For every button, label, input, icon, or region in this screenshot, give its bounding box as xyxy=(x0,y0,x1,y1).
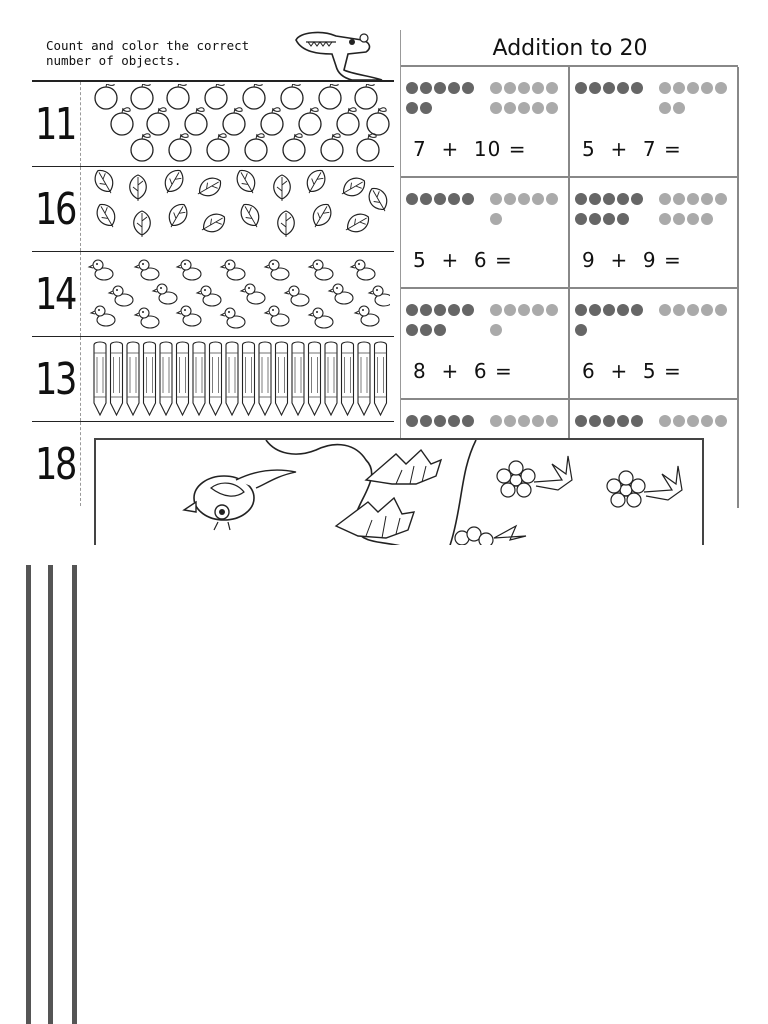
addition-problem xyxy=(570,178,739,289)
apple-icon[interactable] xyxy=(355,84,377,109)
first-addend-dot xyxy=(406,102,418,114)
duck-icon[interactable] xyxy=(309,308,333,328)
first-addend-dot xyxy=(462,193,474,205)
apple-icon[interactable] xyxy=(185,108,207,135)
second-addend-dot xyxy=(673,304,685,316)
crayon-icon[interactable] xyxy=(325,342,337,415)
count-row-16 xyxy=(32,167,394,252)
first-addend-dot xyxy=(434,82,446,94)
duck-icon[interactable] xyxy=(265,260,289,280)
second-addend-dot xyxy=(490,415,502,427)
first-addend-dot xyxy=(448,82,460,94)
second-addend-dot xyxy=(504,102,516,114)
apple-icon[interactable] xyxy=(95,84,117,109)
count-number: 13 xyxy=(35,353,75,405)
first-addend-dot xyxy=(575,304,587,316)
flower-icon[interactable] xyxy=(455,526,526,545)
second-addend-dot xyxy=(490,324,502,336)
ten-frame-dots xyxy=(575,303,735,343)
first-addend-dot xyxy=(617,193,629,205)
leaf-icon[interactable] xyxy=(338,174,369,201)
second-addend-dot xyxy=(518,102,530,114)
second-addend-dot xyxy=(518,193,530,205)
crayon-icon[interactable] xyxy=(144,342,156,415)
second-addend-dot xyxy=(701,213,713,225)
crayon-icon[interactable] xyxy=(177,342,189,415)
second-addend-dot xyxy=(490,213,502,225)
second-addend-dot xyxy=(659,193,671,205)
second-addend-dot xyxy=(701,193,713,205)
first-addend-dot xyxy=(448,193,460,205)
count-number: 14 xyxy=(35,268,75,320)
second-addend-dot xyxy=(673,102,685,114)
leaf-icon[interactable] xyxy=(93,200,120,231)
leaf-icon[interactable] xyxy=(342,210,373,237)
second-addend-dot xyxy=(504,193,516,205)
count-row-13 xyxy=(32,337,394,422)
second-addend-dot xyxy=(518,415,530,427)
vertical-guide-line xyxy=(48,565,53,1024)
addition-problem xyxy=(401,178,570,289)
coloring-page xyxy=(94,438,704,545)
first-addend-dot xyxy=(406,82,418,94)
first-addend-dot xyxy=(589,415,601,427)
flower-icon[interactable] xyxy=(497,456,572,497)
first-addend-dot xyxy=(617,415,629,427)
ten-frame-dots xyxy=(406,81,566,121)
crayon-icon[interactable] xyxy=(259,342,271,415)
second-addend-dot xyxy=(701,82,713,94)
first-addend-dot xyxy=(631,304,643,316)
duck-icon[interactable] xyxy=(91,306,115,326)
ten-frame-dots xyxy=(406,192,566,232)
apple-icon[interactable] xyxy=(243,84,265,109)
first-addend-dot xyxy=(631,193,643,205)
first-addend-dot xyxy=(603,82,615,94)
alligator-mascot-icon xyxy=(292,30,392,82)
first-addend-dot xyxy=(589,304,601,316)
apple-icon[interactable] xyxy=(321,134,343,161)
duck-icon[interactable] xyxy=(197,286,221,306)
flower-icon[interactable] xyxy=(607,466,682,507)
addition-equation[interactable]: 5 + 6 = xyxy=(413,248,513,272)
duck-icon[interactable] xyxy=(135,260,159,280)
second-addend-dot xyxy=(687,193,699,205)
leaf-icon[interactable] xyxy=(274,175,291,201)
row-divider xyxy=(80,252,81,336)
first-addend-dot xyxy=(462,415,474,427)
second-addend-dot xyxy=(504,304,516,316)
second-addend-dot xyxy=(701,415,713,427)
duck-icon[interactable] xyxy=(309,260,333,280)
apple-icon[interactable] xyxy=(283,134,305,161)
apple-icon[interactable] xyxy=(245,134,267,161)
duck-icon[interactable] xyxy=(221,260,245,280)
vertical-guide-line xyxy=(26,565,31,1024)
first-addend-dot xyxy=(434,324,446,336)
second-addend-dot xyxy=(532,102,544,114)
addition-equation[interactable]: 6 + 5 = xyxy=(582,359,682,383)
crayon-icon[interactable] xyxy=(210,342,222,415)
second-addend-dot xyxy=(673,415,685,427)
apple-icon[interactable] xyxy=(367,108,389,135)
count-row-11 xyxy=(32,82,394,167)
first-addend-dot xyxy=(420,415,432,427)
first-addend-dot xyxy=(420,82,432,94)
second-addend-dot xyxy=(659,415,671,427)
apples-group-icon[interactable] xyxy=(86,84,390,164)
second-addend-dot xyxy=(673,213,685,225)
addition-equation[interactable]: 8 + 6 = xyxy=(413,359,513,383)
second-addend-dot xyxy=(504,415,516,427)
second-addend-dot xyxy=(532,82,544,94)
first-addend-dot xyxy=(462,304,474,316)
second-addend-dot xyxy=(687,213,699,225)
apple-icon[interactable] xyxy=(281,84,303,109)
first-addend-dot xyxy=(631,415,643,427)
second-addend-dot xyxy=(659,82,671,94)
apple-icon[interactable] xyxy=(169,134,191,161)
addition-problem xyxy=(570,289,739,400)
apple-icon[interactable] xyxy=(319,84,341,109)
duck-icon[interactable] xyxy=(177,306,201,326)
addition-equation[interactable]: 9 + 9 = xyxy=(582,248,682,272)
first-addend-dot xyxy=(603,213,615,225)
leaf-icon[interactable] xyxy=(194,174,225,201)
row-divider xyxy=(80,337,81,421)
second-addend-dot xyxy=(532,193,544,205)
second-addend-dot xyxy=(546,102,558,114)
second-addend-dot xyxy=(504,82,516,94)
crayon-icon[interactable] xyxy=(276,342,288,415)
leaf-icon[interactable] xyxy=(160,169,187,197)
first-addend-dot xyxy=(420,304,432,316)
crayon-icon[interactable] xyxy=(160,342,172,415)
addition-problem xyxy=(401,67,570,178)
duck-icon[interactable] xyxy=(369,286,390,306)
leaf-icon[interactable] xyxy=(164,200,191,231)
second-addend-dot xyxy=(715,193,727,205)
crayon-icon[interactable] xyxy=(226,342,238,415)
leaf-icon[interactable] xyxy=(134,211,151,237)
crayon-icon[interactable] xyxy=(94,342,106,415)
second-addend-dot xyxy=(490,304,502,316)
second-addend-dot xyxy=(659,304,671,316)
count-row-14 xyxy=(32,252,394,337)
leaf-icon[interactable] xyxy=(198,210,229,237)
row-divider xyxy=(80,167,81,251)
leaf-icon[interactable] xyxy=(91,169,118,197)
duck-icon[interactable] xyxy=(109,286,133,306)
second-addend-dot xyxy=(532,304,544,316)
apple-icon[interactable] xyxy=(299,108,321,135)
ten-frame-dots xyxy=(575,192,735,232)
vertical-guide-line xyxy=(72,565,77,1024)
duck-icon[interactable] xyxy=(265,306,289,326)
apple-icon[interactable] xyxy=(337,108,359,135)
second-addend-dot xyxy=(546,415,558,427)
apple-icon[interactable] xyxy=(223,108,245,135)
apple-icon[interactable] xyxy=(357,134,379,161)
first-addend-dot xyxy=(448,415,460,427)
first-addend-dot xyxy=(448,304,460,316)
second-addend-dot xyxy=(715,304,727,316)
crayon-icon[interactable] xyxy=(127,342,139,415)
apple-icon[interactable] xyxy=(111,108,133,135)
first-addend-dot xyxy=(575,213,587,225)
addition-equation[interactable]: 7 + 10 = xyxy=(413,137,527,161)
leaves-group-icon[interactable] xyxy=(86,169,390,249)
second-addend-dot xyxy=(659,213,671,225)
first-addend-dot xyxy=(575,415,587,427)
first-addend-dot xyxy=(462,82,474,94)
first-addend-dot xyxy=(406,304,418,316)
first-addend-dot xyxy=(420,193,432,205)
duck-icon[interactable] xyxy=(351,260,375,280)
second-addend-dot xyxy=(673,193,685,205)
crayon-icon[interactable] xyxy=(342,342,354,415)
second-addend-dot xyxy=(673,82,685,94)
second-addend-dot xyxy=(518,304,530,316)
apple-icon[interactable] xyxy=(207,134,229,161)
first-addend-dot xyxy=(631,82,643,94)
second-addend-dot xyxy=(687,82,699,94)
leaf-icon[interactable] xyxy=(130,175,147,201)
first-addend-dot xyxy=(617,82,629,94)
first-addend-dot xyxy=(617,213,629,225)
addition-problem xyxy=(570,67,739,178)
duck-icon[interactable] xyxy=(221,308,245,328)
bird-icon[interactable] xyxy=(184,470,296,530)
first-addend-dot xyxy=(589,193,601,205)
first-addend-dot xyxy=(406,193,418,205)
addition-worksheet xyxy=(400,30,739,508)
first-addend-dot xyxy=(603,415,615,427)
first-addend-dot xyxy=(434,415,446,427)
apple-icon[interactable] xyxy=(131,84,153,109)
worksheet-instructions: Count and color the correct number of objects. xyxy=(46,38,250,68)
second-addend-dot xyxy=(715,82,727,94)
second-addend-dot xyxy=(687,304,699,316)
count-number: 11 xyxy=(35,98,75,150)
tree-icon[interactable] xyxy=(366,450,441,484)
crayon-icon[interactable] xyxy=(193,342,205,415)
first-addend-dot xyxy=(589,82,601,94)
duck-icon[interactable] xyxy=(153,284,177,304)
second-addend-dot xyxy=(701,304,713,316)
duck-icon[interactable] xyxy=(241,284,265,304)
first-addend-dot xyxy=(406,324,418,336)
duck-icon[interactable] xyxy=(89,260,113,280)
addition-title: Addition to 20 xyxy=(492,36,648,61)
crayon-icon[interactable] xyxy=(309,342,321,415)
first-addend-dot xyxy=(589,213,601,225)
crayon-icon[interactable] xyxy=(292,342,304,415)
duck-icon[interactable] xyxy=(135,308,159,328)
leaf-icon[interactable] xyxy=(302,169,329,197)
second-addend-dot xyxy=(518,82,530,94)
leaf-icon[interactable] xyxy=(278,211,295,237)
second-addend-dot xyxy=(490,82,502,94)
first-addend-dot xyxy=(434,304,446,316)
first-addend-dot xyxy=(575,82,587,94)
apple-icon[interactable] xyxy=(205,84,227,109)
ten-frame-dots xyxy=(406,303,566,343)
duck-icon[interactable] xyxy=(329,284,353,304)
row-divider xyxy=(80,82,81,166)
leaf-icon[interactable] xyxy=(308,200,335,231)
duck-icon[interactable] xyxy=(285,286,309,306)
second-addend-dot xyxy=(532,415,544,427)
second-addend-dot xyxy=(659,102,671,114)
ten-frame-dots xyxy=(575,81,735,121)
count-number: 16 xyxy=(35,183,75,235)
tree-icon[interactable] xyxy=(336,498,414,538)
crayon-icon[interactable] xyxy=(111,342,123,415)
first-addend-dot xyxy=(420,324,432,336)
second-addend-dot xyxy=(546,193,558,205)
first-addend-dot xyxy=(617,304,629,316)
row-divider xyxy=(80,422,81,506)
apple-icon[interactable] xyxy=(261,108,283,135)
second-addend-dot xyxy=(490,102,502,114)
apple-icon[interactable] xyxy=(131,134,153,161)
leaf-icon[interactable] xyxy=(365,184,390,215)
worksheet-header xyxy=(32,30,394,82)
first-addend-dot xyxy=(434,193,446,205)
second-addend-dot xyxy=(715,415,727,427)
first-addend-dot xyxy=(603,193,615,205)
crayon-icon[interactable] xyxy=(358,342,370,415)
addition-problem xyxy=(401,289,570,400)
leaf-icon[interactable] xyxy=(237,200,264,231)
writing-lines-area xyxy=(0,545,768,1024)
first-addend-dot xyxy=(420,102,432,114)
duck-icon[interactable] xyxy=(177,260,201,280)
second-addend-dot xyxy=(546,82,558,94)
first-addend-dot xyxy=(575,324,587,336)
first-addend-dot xyxy=(406,415,418,427)
coloring-scene xyxy=(96,440,702,545)
second-addend-dot xyxy=(546,304,558,316)
crayon-icon[interactable] xyxy=(375,342,387,415)
first-addend-dot xyxy=(575,193,587,205)
leaf-icon[interactable] xyxy=(233,169,260,197)
crayon-icon[interactable] xyxy=(243,342,255,415)
crayons-group-icon[interactable] xyxy=(86,339,390,419)
first-addend-dot xyxy=(603,304,615,316)
second-addend-dot xyxy=(687,415,699,427)
addition-equation[interactable]: 5 + 7 = xyxy=(582,137,682,161)
ducks-group-icon[interactable] xyxy=(86,254,390,334)
count-number: 18 xyxy=(35,438,75,490)
apple-icon[interactable] xyxy=(147,108,169,135)
apple-icon[interactable] xyxy=(167,84,189,109)
duck-icon[interactable] xyxy=(355,306,379,326)
second-addend-dot xyxy=(490,193,502,205)
